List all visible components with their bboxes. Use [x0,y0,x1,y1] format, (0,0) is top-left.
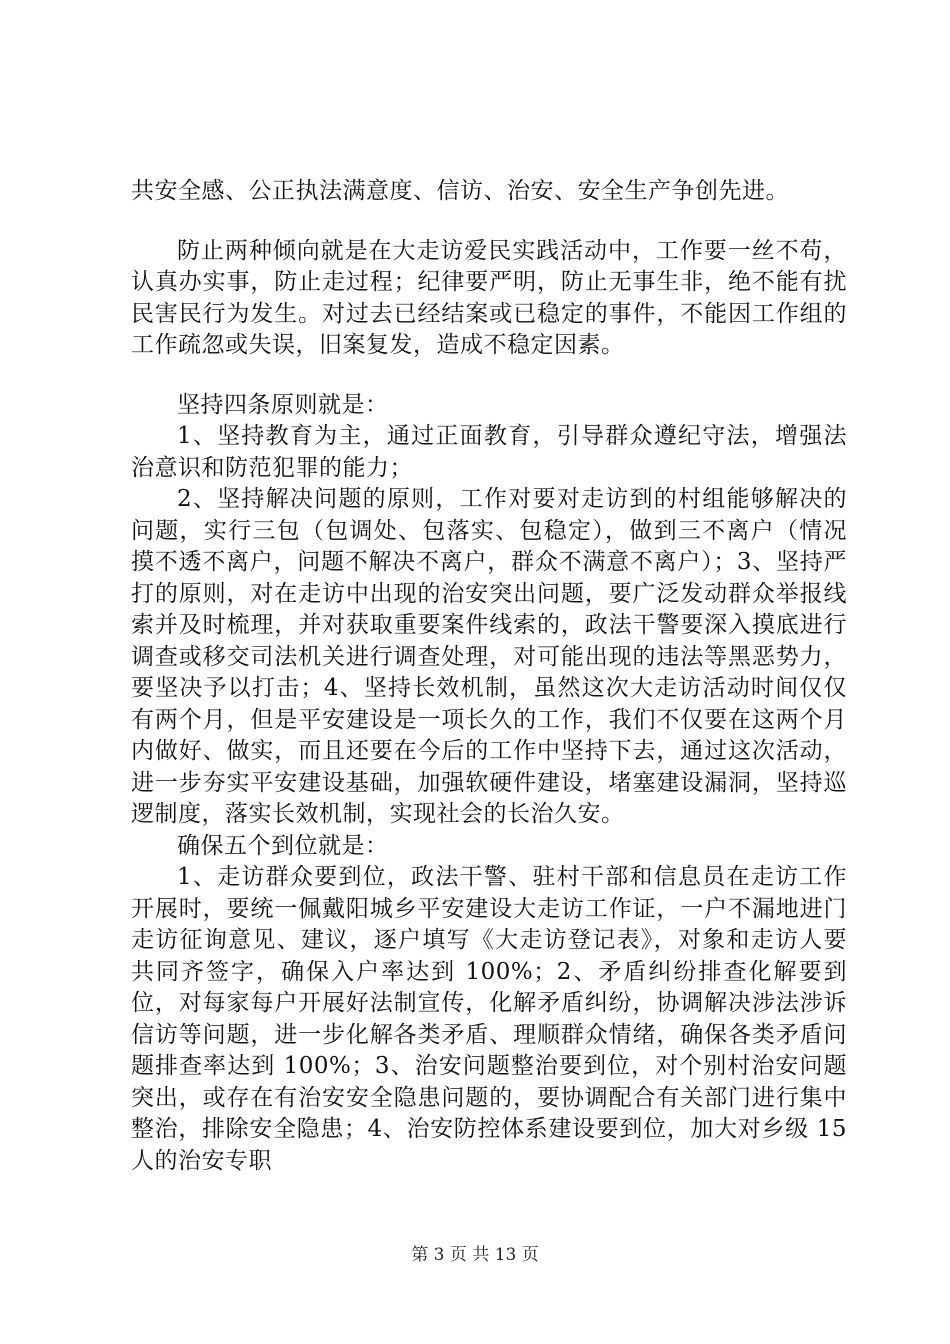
document-body [131,176,847,1177]
paragraph-four-principles-heading: 坚持四条原则就是： [177,391,389,418]
paragraph-principle-1: 1、坚持教育为主，通过正面教育，引导群众遵纪守法，增强法治意识和防范犯罪的能力； [131,423,847,481]
paragraph-two-tendencies: 防止两种倾向就是在大走访爱民实践活动中，工作要一丝不苟，认真办实事，防止走过程；纪律要严明，防止无事生非，绝不能有扰民害民行为发生。对过去已经结案或已稳定的事件，不能因工作组的工作疏忽或失误，旧案复发，造成不稳定因素。 [131,237,847,358]
paragraph-five-places-body: 1、走访群众要到位，政法干警、驻村干部和信息员在走访工作开展时，要统一佩戴阳城乡平安建设大走访工作证，一户不漏地进门走访征询意见、建议，逐户填写《大走访登记表》，对象和走访人要共同齐签字，确保入户率达到 100%；2、矛盾纠纷排查化解要到位，对每家每户开展好法制宣传，化解矛盾纠纷，协调解决涉法涉诉信访等问题，进一步化解各类矛盾、理顺群众情绪，确保各类矛盾问题排查率达到 100%；3、治安问题整治要到位，对个别村治安问题突出，或存在有治安安全隐患问题的，要协调配合有关部门进行集中整治，排除安全隐患；4、治安防控体系建设要到位，加大对乡级 15 人的治安专职 [131,864,847,1174]
page-footer: 第 3 页 共 13 页 [411,1245,539,1265]
paragraph-continuation: 共安全感、公正执法满意度、信访、治安、安全生产争创先进。 [131,178,789,204]
paragraph-five-places-heading: 确保五个到位就是： [177,832,389,859]
paragraph-principles-2-4: 2、坚持解决问题的原则，工作对要对走访到的村组能够解决的问题，实行三包（包调处、包落实、包稳定），做到三不离户（情况摸不透不离户，问题不解决不离户，群众不满意不离户）；3、坚持严打的原则，对在走访中出现的治安突出问题，要广泛发动群众举报线索并及时梳理，并对获取重要案件线索的，政法干警要深入摸底进行调查或移交司法机关进行调查处理，对可能出现的违法等黑恶势力，要坚决予以打击；4、坚持长效机制，虽然这次大走访活动时间仅仅有两个月，但是平安建设是一项长久的工作，我们不仅要在这两个月内做好、做实，而且还要在今后的工作中坚持下去，通过这次活动，进一步夯实平安建设基础，加强软硬件建设，堵塞建设漏洞，坚持巡逻制度，落实长效机制，实现社会的长治久安。 [131,486,847,827]
